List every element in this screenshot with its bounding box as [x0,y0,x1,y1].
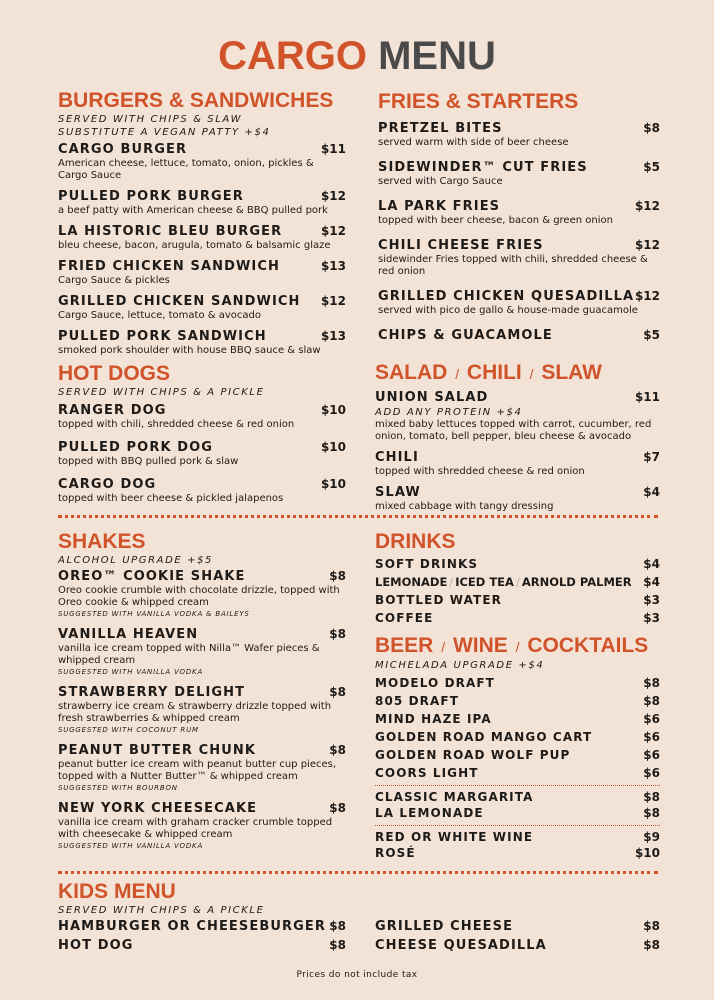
menu-item-row [375,693,660,709]
menu-item-row [58,626,346,643]
menu-item-row [58,293,346,310]
menu-item-name: 805 DRAFT [375,694,459,708]
menu-item-price: $10 [320,440,346,454]
drinks-section [375,530,660,861]
menu-item-desc: served warm with side of beer cheese [378,137,569,148]
menu-item-desc: a beef patty with American cheese & BBQ pulled pork [58,205,328,216]
menu-item-row [58,937,346,954]
burgers-heading: BURGERS & SANDWICHES [58,89,334,112]
menu-item-row [378,120,660,137]
menu-item [58,439,346,468]
menu-item [375,610,660,626]
menu-item-name: PRETZEL BITES [378,121,503,136]
menu-item-price: $8 [643,676,660,690]
menu-item-row [375,592,660,608]
menu-item-price: $12 [634,238,660,252]
menu-item-row [375,918,660,935]
menu-item-price: $12 [320,224,346,238]
section-divider [58,515,658,518]
menu-item [378,120,660,149]
title-word-menu: MENU [378,34,496,78]
menu-item-name: GOLDEN ROAD WOLF PUP [375,748,571,762]
menu-item [375,574,660,590]
menu-item [58,476,346,505]
menu-item-name: GRILLED CHEESE [375,919,514,934]
salad-heading: SALAD / CHILI / SLAW [375,361,602,384]
menu-item-price: $8 [329,938,346,952]
menu-item [375,693,660,709]
menu-item-name: RANGER DOG [58,403,167,418]
menu-item-name: FRIED CHICKEN SANDWICH [58,259,280,274]
salad-heading-part-2: CHILI [466,361,522,384]
menu-item-desc: Oreo cookie crumble with chocolate drizzle, topped with Oreo cookie & whipped cream [58,585,340,608]
menu-item [58,742,346,793]
drinks-heading: DRINKS [375,530,456,553]
menu-item-price: $8 [643,694,660,708]
menu-item-desc: served with Cargo Sauce [378,176,503,187]
menu-item-price: $8 [643,121,660,135]
kids-heading: KIDS MENU [58,880,176,903]
menu-item [378,198,660,227]
menu-item-price: $10 [320,403,346,417]
shakes-sub1: ALCOHOL UPGRADE +$5 [58,555,213,566]
menu-item-row [375,729,660,745]
menu-item-name: UNION SALAD [375,390,489,405]
menu-item-name: BOTTLED WATER [375,593,502,607]
menu-item-desc: topped with chili, shredded cheese & red onion [58,419,295,430]
menu-item-price: $4 [643,557,660,571]
menu-item-desc: served with pico de gallo & house-made guacamole [378,305,638,316]
menu-item [378,159,660,188]
menu-item-name: HAMBURGER OR CHEESEBURGER [58,919,326,934]
menu-item-desc: bleu cheese, bacon, arugula, tomato & balsamic glaze [58,240,331,251]
menu-item-row [375,789,660,805]
menu-item-name: PULLED PORK DOG [58,440,214,455]
beer-heading: BEER / WINE / COCKTAILS [375,634,649,657]
menu-item [375,389,660,443]
menu-item-name: GRILLED CHICKEN QUESADILLA [378,289,635,304]
menu-item-row [58,439,346,456]
menu-item-desc: mixed baby lettuces topped with carrot, cucumber, red onion, tomato, bell pepper, bleu cheese & avocado [375,419,652,442]
menu-item-price: $8 [329,919,346,933]
menu-item-name: GRILLED CHICKEN SANDWICH [58,294,301,309]
hotdogs-section [58,362,346,505]
menu-item-desc: topped with BBQ pulled pork & slaw [58,456,239,467]
menu-item-row [58,328,346,345]
menu-item-name: CARGO DOG [58,477,157,492]
menu-item-name: MIND HAZE IPA [375,712,492,726]
beer-sub1: MICHELADA UPGRADE +$4 [375,660,545,671]
menu-item [375,937,660,954]
menu-item-suggestion: SUGGESTED WITH VANILLA VODKA [58,668,204,676]
menu-item-price: $8 [329,685,346,699]
menu-item-name: GOLDEN ROAD MANGO CART [375,730,593,744]
fries-heading: FRIES & STARTERS [378,90,579,113]
menu-item-row [378,288,660,305]
menu-item-desc: American cheese, lettuce, tomato, onion, pickles & Cargo Sauce [58,158,314,181]
menu-item [375,556,660,572]
menu-item-price: $8 [643,806,660,820]
menu-item [58,568,346,619]
menu-item [58,918,346,935]
hotdogs-heading: HOT DOGS [58,362,171,385]
menu-item-suggestion: SUGGESTED WITH VANILLA VODKA & BAILEYS [58,610,250,618]
menu-item-row [58,188,346,205]
menu-item [375,747,660,763]
menu-item-name-part: LEMONADE [375,575,448,589]
menu-item-row [58,258,346,275]
menu-item-price: $11 [634,390,660,404]
menu-item-desc: strawberry ice cream & strawberry drizzle topped with fresh strawberries & whipped cream [58,701,332,724]
menu-item-price: $8 [329,569,346,583]
menu-item-desc: vanilla ice cream with graham cracker crumble topped with cheesecake & whipped cream [58,817,333,840]
menu-item [58,684,346,735]
menu-item [375,592,660,608]
menu-item-desc: vanilla ice cream topped with Nilla™ Wafer pieces & whipped cream [58,643,320,666]
menu-item [375,805,660,821]
menu-item-name: COORS LIGHT [375,766,479,780]
menu-item [375,449,660,478]
menu-item-desc: Cargo Sauce, lettuce, tomato & avocado [58,310,261,321]
menu-item-desc: mixed cabbage with tangy dressing [375,501,554,512]
menu-item-price: $10 [320,477,346,491]
menu-item-name: LA HISTORIC BLEU BURGER [58,224,283,239]
menu-item-price: $6 [643,748,660,762]
menu-item-row [58,800,346,817]
menu-item [58,141,346,182]
menu-item [375,845,660,861]
menu-item-row [375,845,660,861]
hotdogs-sub1: SERVED WITH CHIPS & A PICKLE [58,387,265,398]
menu-item-row [375,711,660,727]
menu-item-name: CARGO BURGER [58,142,188,157]
menu-item-price: $4 [643,575,660,589]
beer-divider-2 [375,825,660,826]
menu-item-name: PULLED PORK SANDWICH [58,329,267,344]
menu-item [375,765,660,781]
menu-item-price: $13 [320,329,346,343]
menu-item-name: COFFEE [375,611,434,625]
menu-item-row [378,159,660,176]
menu-item-price: $5 [643,328,660,342]
menu-item-price: $12 [634,289,660,303]
kids-right-list [375,918,660,954]
menu-item [378,237,660,278]
menu-item-row [375,765,660,781]
section-divider-2 [58,871,658,874]
menu-item-name [375,574,632,590]
salad-section [375,361,660,513]
menu-item-name: NEW YORK CHEESECAKE [58,801,258,816]
page-title [0,34,714,79]
menu-item-price: $3 [643,593,660,607]
menu-item-name: STRAWBERRY DELIGHT [58,685,246,700]
menu-item [375,789,660,805]
menu-item-name: HOT DOG [58,938,134,953]
menu-item-name: PULLED PORK BURGER [58,189,244,204]
menu-item-price: $12 [320,189,346,203]
menu-item-price: $12 [634,199,660,213]
menu-item-suggestion: SUGGESTED WITH COCONUT RUM [58,726,199,734]
menu-item-row [378,198,660,215]
menu-item-name: CHILI CHEESE FRIES [378,238,544,253]
salad-heading-part-1: SALAD [375,361,448,384]
menu-item-name: LA LEMONADE [375,806,484,820]
shakes-heading: SHAKES [58,530,146,553]
menu-item-price: $8 [329,627,346,641]
menu-item-desc: Cargo Sauce & pickles [58,275,170,286]
menu-item-desc: smoked pork shoulder with house BBQ sauce & slaw [58,345,321,356]
menu-item-row [375,829,660,845]
menu-item-row [58,742,346,759]
menu-item-row [375,389,660,406]
menu-item-name: CHILI [375,450,419,465]
menu-item [375,918,660,935]
menu-item-price: $3 [643,611,660,625]
menu-item-row [58,141,346,158]
menu-item-row [58,476,346,493]
menu-item-name: PEANUT BUTTER CHUNK [58,743,257,758]
menu-item-row [375,574,660,590]
menu-item-suggestion: SUGGESTED WITH VANILLA VODKA [58,842,204,850]
menu-item-row [378,327,660,344]
slash-separator: / [449,575,454,589]
menu-item-name: OREO™ COOKIE SHAKE [58,569,246,584]
menu-item-price: $8 [643,938,660,952]
menu-item-row [375,484,660,501]
menu-item-name: CLASSIC MARGARITA [375,790,534,804]
menu-item-price: $13 [320,259,346,273]
beer-divider-1 [375,785,660,786]
menu-item-price: $4 [643,485,660,499]
menu-item-row [375,937,660,954]
menu-item [375,711,660,727]
tax-footer: Prices do not include tax [296,970,418,980]
menu-item-price: $9 [643,830,660,844]
menu-item [58,328,346,357]
menu-item [378,288,660,317]
menu-item [58,293,346,322]
salad-heading-part-3: SLAW [541,361,602,384]
menu-item-desc: peanut butter ice cream with peanut butter cup pieces, topped with a Nutter Butter™ & whipped cream [58,759,337,782]
menu-item-price: $6 [643,712,660,726]
menu-item-price: $8 [643,790,660,804]
menu-item [58,223,346,252]
menu-item-price: $8 [643,919,660,933]
menu-item-name: VANILLA HEAVEN [58,627,199,642]
kids-sub1: SERVED WITH CHIPS & A PICKLE [58,905,265,916]
menu-item [375,484,660,513]
menu-item-row [375,449,660,466]
menu-item [375,729,660,745]
menu-item-row [58,223,346,240]
menu-item-name: SLAW [375,485,421,500]
menu-item [58,937,346,954]
menu-item-desc: topped with beer cheese & pickled jalapenos [58,493,284,504]
menu-item-price: $6 [643,766,660,780]
menu-item-price: $12 [320,294,346,308]
menu-item-suggestion: SUGGESTED WITH BOURBON [58,784,178,792]
menu-item-row [58,568,346,585]
menu-item [375,829,660,845]
menu-item-name: RED OR WHITE WINE [375,830,534,844]
menu-item-name-part: ARNOLD PALMER [521,575,632,589]
menu-item [58,626,346,677]
menu-item-name: LA PARK FRIES [378,199,501,214]
kids-left-list [58,918,346,954]
menu-item-row [375,610,660,626]
menu-item-row [375,747,660,763]
menu-item-price: $8 [329,743,346,757]
menu-item-price: $11 [320,142,346,156]
menu-item-name-part: ICED TEA [455,575,514,589]
burgers-sub1: SERVED WITH CHIPS & SLAW [58,114,243,125]
menu-item-desc: sidewinder Fries topped with chili, shredded cheese & red onion [378,254,648,277]
menu-item-name: CHEESE QUESADILLA [375,938,547,953]
menu-item [58,188,346,217]
menu-item [58,258,346,287]
menu-item [375,675,660,691]
burgers-sub2: SUBSTITUTE A VEGAN PATTY +$4 [58,127,271,138]
kids-section [58,880,660,917]
menu-item-name: CHIPS & GUACAMOLE [378,328,553,343]
menu-item-row [58,684,346,701]
menu-item [58,402,346,431]
shakes-section [58,530,346,851]
slash-separator: / [515,575,520,589]
beer-heading-part-1: BEER [375,634,434,657]
menu-item [58,800,346,851]
menu-item-row [58,918,346,935]
menu-item-price: $7 [643,450,660,464]
beer-heading-part-2: WINE [452,634,508,657]
menu-item [378,327,660,344]
menu-item-name: SOFT DRINKS [375,557,479,571]
menu-item-name: SIDEWINDER™ CUT FRIES [378,160,588,175]
menu-item-desc: topped with beer cheese, bacon & green onion [378,215,613,226]
menu-item-desc: topped with shredded cheese & red onion [375,466,585,477]
menu-item-price: $5 [643,160,660,174]
beer-heading-part-3: COCKTAILS [527,634,649,657]
fries-section [378,90,660,344]
menu-item-row [58,402,346,419]
menu-item-price: $8 [329,801,346,815]
menu-item-name: ROSÉ [375,846,416,860]
menu-item-row [378,237,660,254]
menu-item-sub: ADD ANY PROTEIN +$4 [375,407,523,418]
menu-item-price: $6 [643,730,660,744]
menu-item-name: MODELO DRAFT [375,676,495,690]
menu-item-row [375,556,660,572]
menu-item-row [375,675,660,691]
menu-item-row [375,805,660,821]
title-word-cargo: CARGO [218,34,367,78]
menu-item-price: $10 [634,846,660,860]
burgers-section [58,89,346,357]
